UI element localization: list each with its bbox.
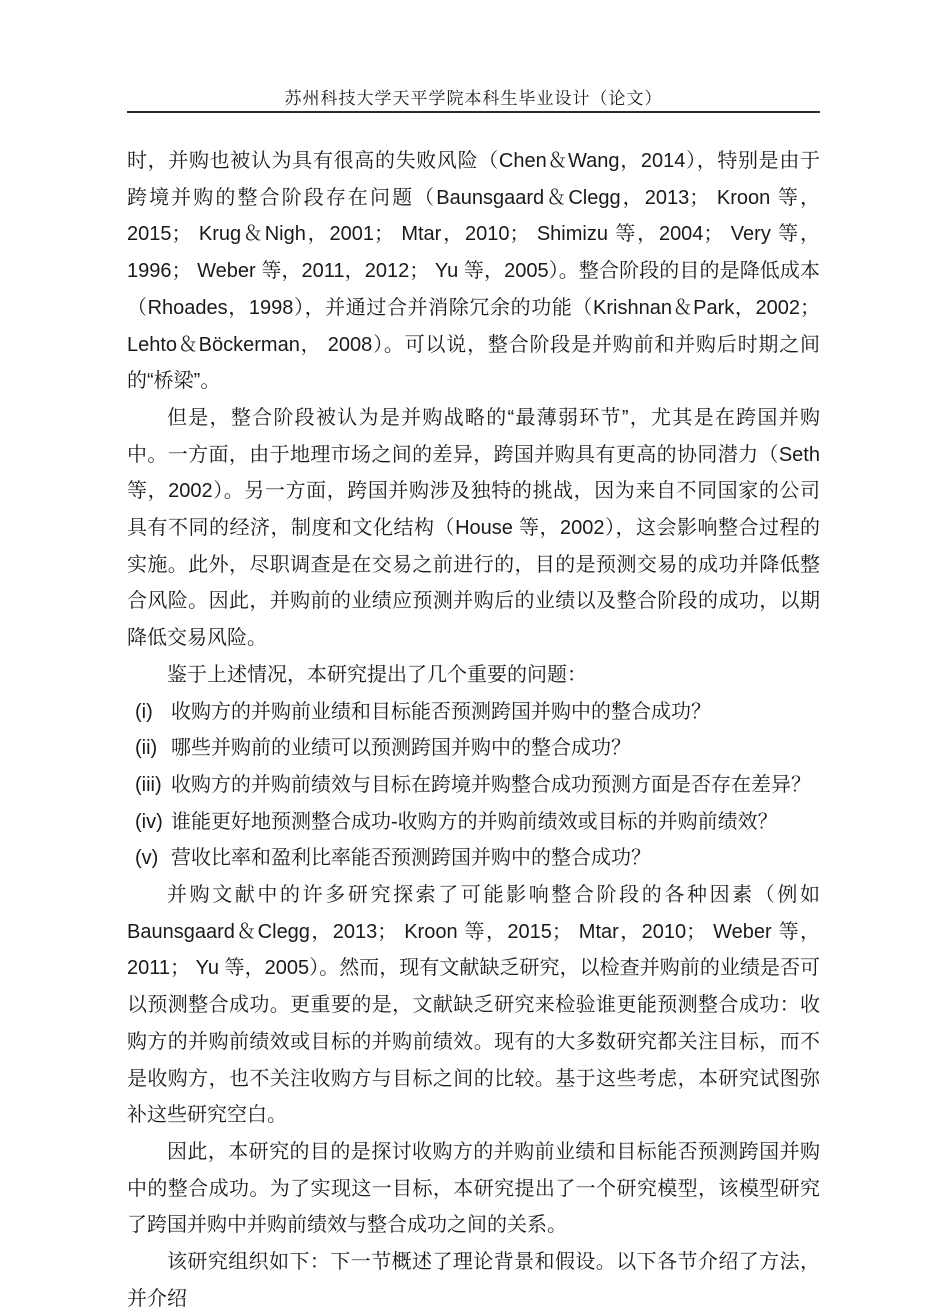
paragraph-4: 并购文献中的许多研究探索了可能影响整合阶段的各种因素（例如 Baunsgaard＆Clegg，2013； Kroon 等，2015； Mtar，2010； Weber 等，2011； Yu 等，2005）。然而，现有文献缺乏研究，以检查并购前的业绩是否可以预测整合成功。更重要的是，文献缺乏研究来检验谁更能预测整合成功：收购方的并购前绩效或目标的并购前绩效。现有的大多数研究都关注目标，而不是收购方，也不关注收购方与目标之间的比较。基于这些考虑，本研究试图弥补这些研究空白。 — [127, 884, 820, 1127]
question-label-5: (v) — [135, 847, 159, 870]
page-header-title: 苏州科技大学天平学院本科生毕业设计（论文） — [284, 89, 663, 108]
question-item-4 — [127, 804, 820, 841]
question-text-1: 收购方的并购前业绩和目标能否预测跨国并购中的整合成功？ — [171, 700, 711, 723]
question-item-3 — [127, 767, 820, 804]
question-text-4: 谁能更好地预测整合成功-收购方的并购前绩效或目标的并购前绩效？ — [171, 810, 778, 833]
question-label-3: (iii) — [135, 773, 162, 796]
question-label-2: (ii) — [135, 737, 158, 760]
question-text-5: 营收比率和盈利比率能否预测跨国并购中的整合成功？ — [171, 847, 651, 870]
paragraph-5: 因此，本研究的目的是探讨收购方的并购前业绩和目标能否预测跨国并购中的整合成功。为了实现这一目标，本研究提出了一个研究模型，该模型研究了跨国并购中并购前绩效与整合成功之间的关系。 — [127, 1140, 820, 1237]
question-text-3: 收购方的并购前绩效与目标在跨境并购整合成功预测方面是否存在差异？ — [171, 773, 811, 796]
question-item-1 — [127, 694, 820, 731]
question-label-1: (i) — [135, 700, 153, 723]
paragraph-2: 但是，整合阶段被认为是并购战略的“最薄弱环节”，尤其是在跨国并购中。一方面，由于地理市场之间的差异，跨国并购具有更高的协同潜力（Seth 等，2002）。另一方面，跨国并购涉及独特的挑战，因为来自不同国家的公司具有不同的经济，制度和文化结构（House 等，2002），这会影响整合过程的实施。此外，尽职调查是在交易之前进行的，目的是预测交易的成功并降低整合风险。因此，并购前的业绩应预测并购后的业绩以及整合阶段的成功，以期降低交易风险。 — [127, 406, 820, 650]
research-questions — [127, 694, 820, 878]
header-rule — [127, 111, 820, 113]
question-item-5 — [127, 840, 820, 877]
paragraph-1: 时，并购也被认为具有很高的失败风险（Chen＆Wang，2014），特别是由于跨境并购的整合阶段存在问题（Baunsgaard＆Clegg，2013； Kroon 等，2015； Krug＆Nigh，2001； Mtar，2010； Shimizu 等，2004； Very 等，1996； Weber 等，2011，2012； Yu 等，2005）。整合阶段的目的是降低成本（Rhoades，1998），并通过合并消除冗余的功能（Krishnan＆Park，2002； Lehto＆Böckerman， 2008）。可以说，整合阶段是并购前和并购后时期之间的“桥梁”。 — [127, 150, 820, 393]
question-text-2: 哪些并购前的业绩可以预测跨国并购中的整合成功？ — [171, 737, 631, 760]
paragraph-6: 该研究组织如下：下一节概述了理论背景和假设。以下各节介绍了方法，并介绍 — [127, 1251, 820, 1309]
question-label-4: (iv) — [135, 810, 163, 833]
question-item-2 — [127, 730, 820, 767]
paragraph-3: 鉴于上述情况，本研究提出了几个重要的问题： — [167, 663, 587, 686]
document-body — [127, 143, 820, 1309]
